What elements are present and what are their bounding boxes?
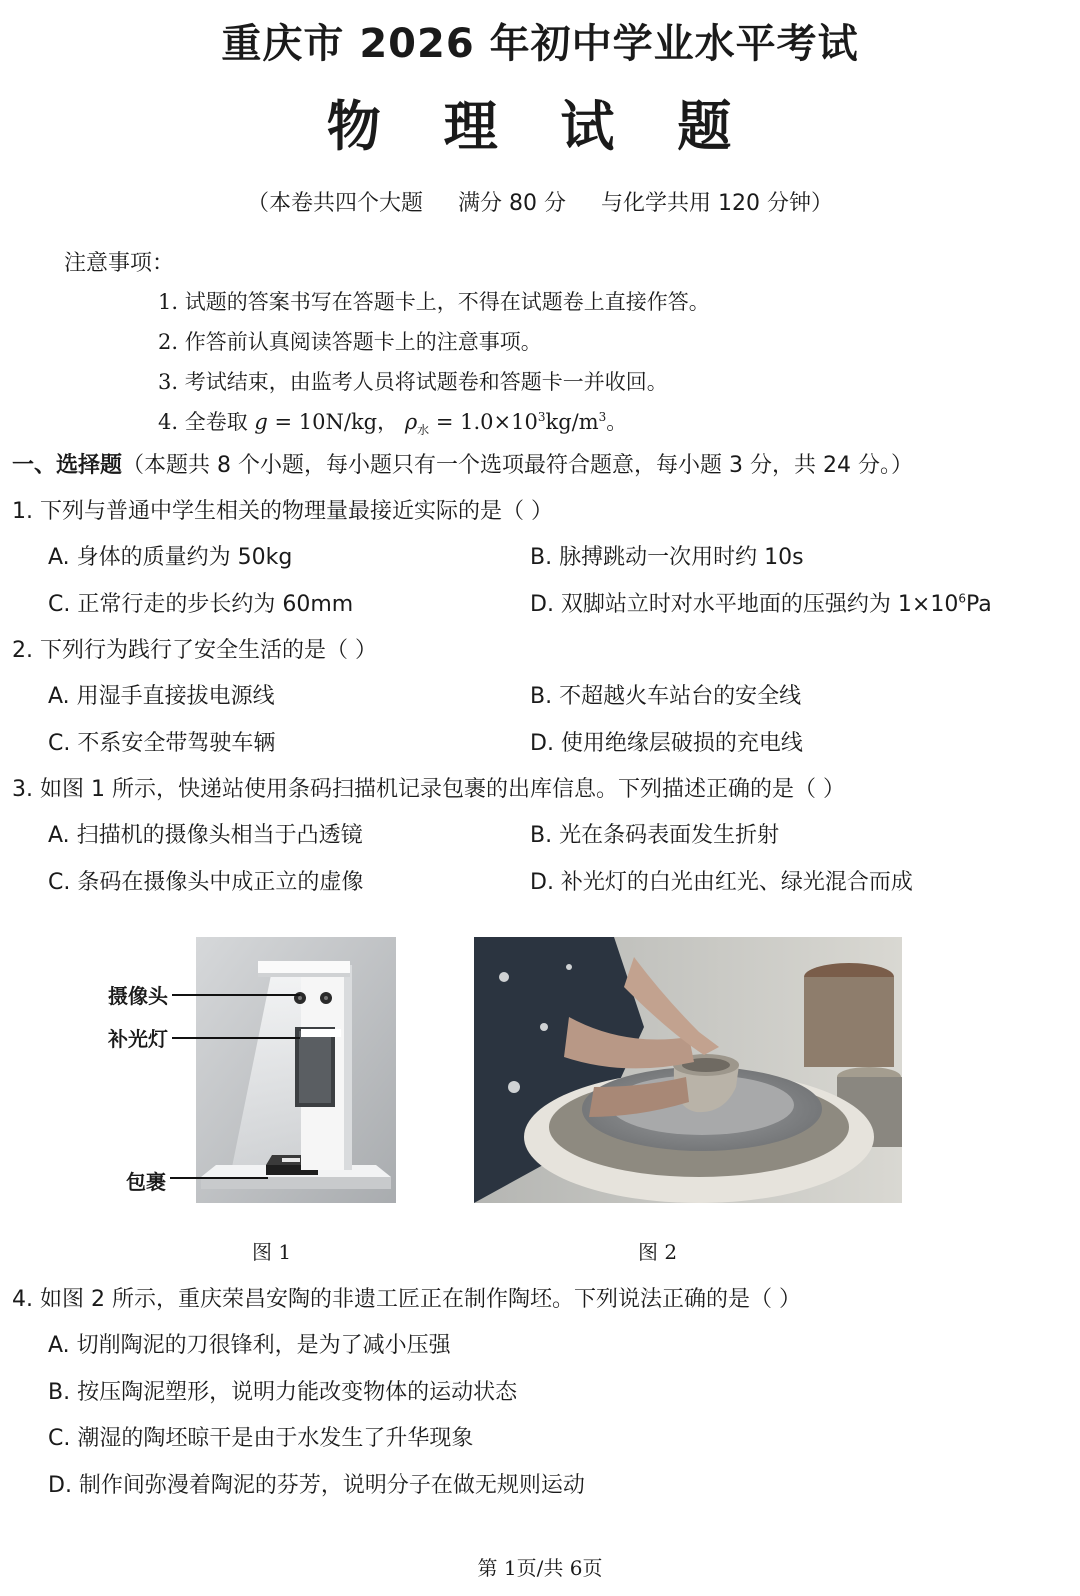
density-exponent: 3 [537, 410, 546, 424]
question-2-option-b: B. 不超越火车站台的安全线 [530, 684, 802, 709]
question-3-option-b: B. 光在条码表面发生折射 [530, 823, 780, 848]
label-package: 包裹 [126, 1170, 166, 1194]
notice-item-1: 1. 试题的答案书写在答题卡上，不得在试题卷上直接作答。 [158, 290, 710, 314]
question-1-option-d-exponent: 6 [958, 591, 966, 606]
question-3-option-a: A. 扫描机的摄像头相当于凸透镜 [48, 823, 363, 848]
gravity-symbol: g [254, 410, 268, 434]
section-desc: （本题共 8 个小题，每小题只有一个选项最符合题意，每小题 3 分，共 24 分。） [122, 453, 913, 478]
density-subscript: 水 [417, 423, 430, 438]
question-1-option-b: B. 脉搏跳动一次用时约 10s [530, 545, 804, 570]
density-unit: kg/m [545, 410, 599, 434]
question-1-option-a: A. 身体的质量约为 50kg [48, 545, 293, 570]
notice-item-4-pre: 4. 全卷取 [158, 410, 255, 434]
notice-heading: 注意事项： [64, 251, 175, 276]
question-3-stem: 3. 如图 1 所示，快递站使用条码扫描机记录包裹的出库信息。下列描述正确的是（ ） [12, 777, 845, 802]
subject-title: 物 理 试 题 [326, 94, 754, 158]
question-4-option-c: C. 潮湿的陶坯晾干是由于水发生了升华现象 [48, 1426, 474, 1451]
figure-2-caption: 图 2 [638, 1240, 678, 1264]
question-4-option-d: D. 制作间弥漫着陶泥的芬芳，说明分子在做无规则运动 [48, 1473, 585, 1498]
question-1-option-d-unit: Pa [966, 592, 992, 617]
section-title: 一、选择题 [12, 453, 123, 478]
question-4-option-b: B. 按压陶泥塑形，说明力能改变物体的运动状态 [48, 1380, 518, 1405]
figure-1-caption: 图 1 [252, 1240, 292, 1264]
question-3-option-c: C. 条码在摄像头中成正立的虚像 [48, 870, 364, 895]
label-fill-light: 补光灯 [108, 1027, 168, 1051]
question-2-option-c: C. 不系安全带驾驶车辆 [48, 731, 276, 756]
density-value: = 1.0×10 [429, 410, 538, 434]
notice-item-4 [158, 406, 627, 438]
notice-item-4-mid: = 10N/kg， [267, 410, 405, 434]
figure-2-pottery-image [474, 937, 902, 1203]
notice-item-3: 3. 考试结束，由监考人员将试题卷和答题卡一并收回。 [158, 370, 668, 394]
page-number: 第 1页/共 6页 [477, 1556, 603, 1580]
question-4-option-a: A. 切削陶泥的刀很锋利，是为了减小压强 [48, 1333, 451, 1358]
section-heading [12, 448, 913, 479]
question-2-stem: 2. 下列行为践行了安全生活的是（ ） [12, 638, 377, 663]
notice-item-4-end: 。 [606, 410, 628, 434]
question-2-option-a: A. 用湿手直接拔电源线 [48, 684, 275, 709]
density-symbol: ρ [404, 410, 418, 434]
question-1-option-c: C. 正常行走的步长约为 60mm [48, 592, 354, 617]
exam-title: 重庆市 2026 年初中学业水平考试 [221, 21, 859, 67]
question-2-option-d: D. 使用绝缘层破损的充电线 [530, 731, 803, 756]
question-3-option-d: D. 补光灯的白光由红光、绿光混合而成 [530, 870, 913, 895]
density-unit-exponent: 3 [598, 410, 607, 424]
label-camera: 摄像头 [108, 984, 168, 1008]
info-time: 与化学共用 120 分钟） [601, 191, 833, 216]
notice-item-2: 2. 作答前认真阅读答题卡上的注意事项。 [158, 330, 542, 354]
exam-info [0, 186, 1080, 217]
info-score: 满分 80 分 [458, 191, 566, 216]
question-4-stem: 4. 如图 2 所示，重庆荣昌安陶的非遗工匠正在制作陶坯。下列说法正确的是（ ） [12, 1287, 801, 1312]
info-scope: （本卷共四个大题 [247, 191, 424, 216]
question-1-option-d-text: D. 双脚站立时对水平地面的压强约为 1×10 [530, 592, 959, 617]
figure-1-leader-lines [168, 985, 308, 1185]
question-1-stem: 1. 下列与普通中学生相关的物理量最接近实际的是（ ） [12, 499, 553, 524]
question-1-option-d [530, 587, 992, 618]
